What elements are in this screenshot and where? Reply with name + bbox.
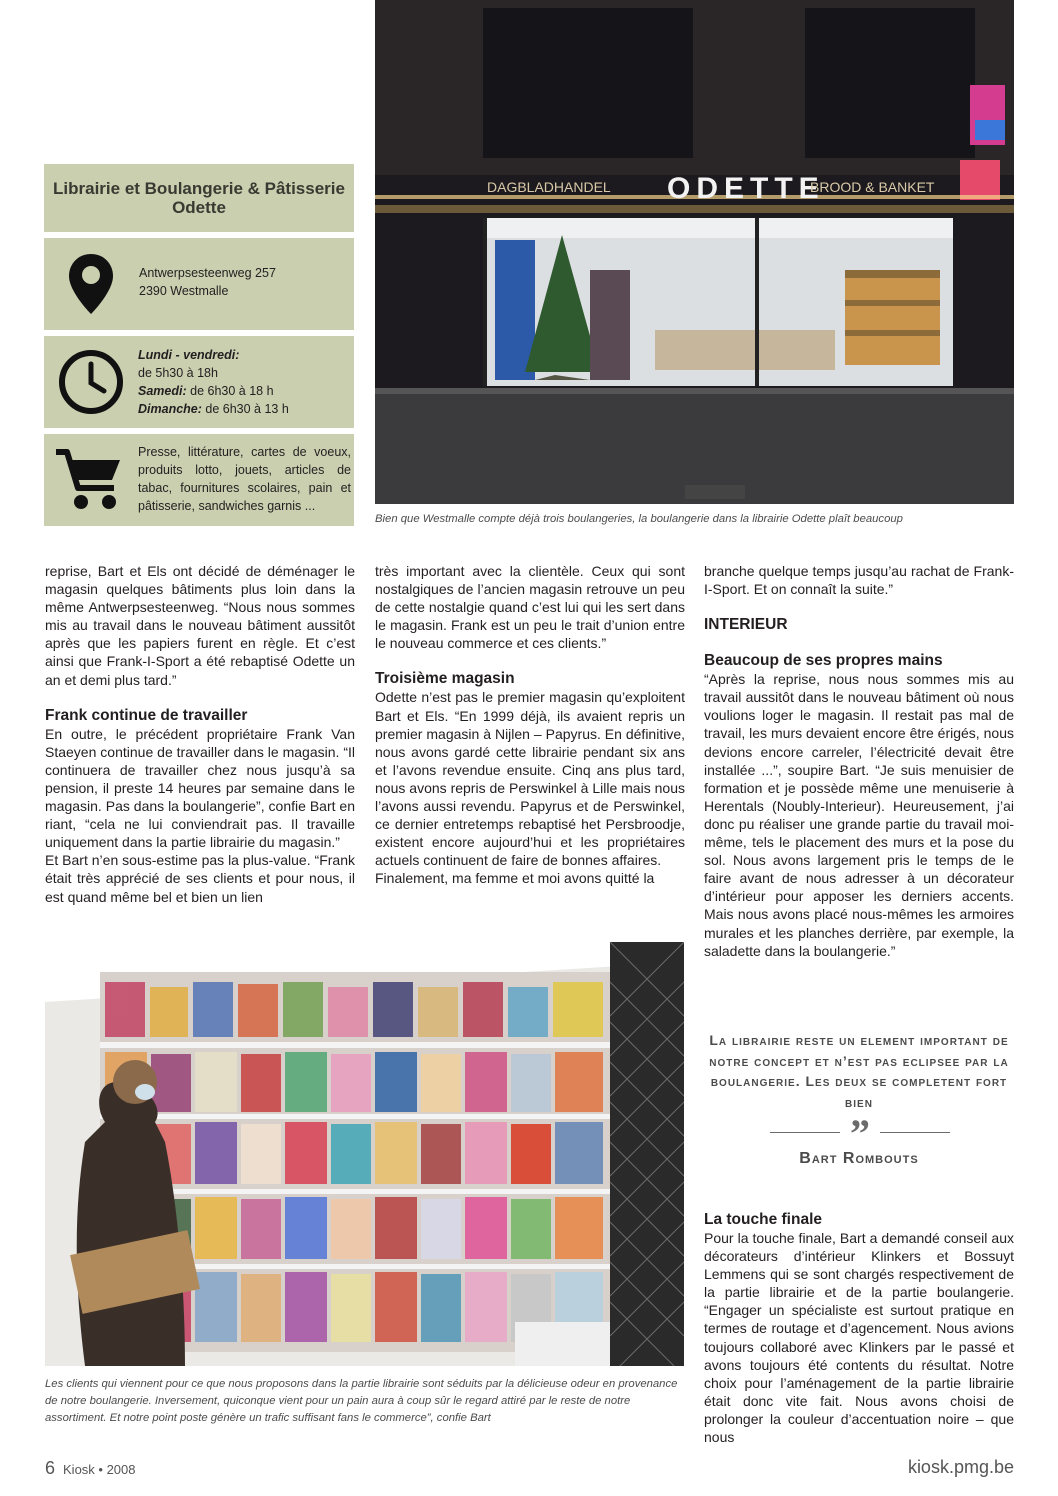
magazine-rack-photo	[45, 942, 684, 1366]
address-line-1: Antwerpsesteenweg 257	[139, 266, 276, 280]
footer-left	[45, 1458, 136, 1479]
pull-quote: La librairie reste un element important de notre concept et n’est pas eclipsee par la boulangerie. Les deux se completent fort bien	[709, 1032, 1009, 1110]
col1-paragraph-3: Et Bart n’en sous-estime pas la plus-value. “Frank était très apprécié de ses clients et pour nous, il est quand même bel et bien un lien	[45, 852, 355, 905]
infobox-title: Librairie et Boulangerie & Pâtisserie Odette	[44, 164, 354, 232]
sign-odette: ODETTE	[667, 172, 825, 205]
address-line-2: 2390 Westmalle	[139, 284, 229, 298]
sign-dagbladhandel: DAGBLADHANDEL	[487, 179, 611, 195]
col2-paragraph-2: Odette n’est pas le premier magasin qu’exploitent Bart et Els. “En 1999 déjà, ils avaient repris un premier magasin à Nijlen – Papyrus. En définitive, nous avons gardé cette librairie pendant six ans et l’avons revendue ensuite. Cinq ans plus tard, nous avons repris de Perswinkel à Lille mais nous l’avons aussi revendu. Papyrus et de Perswinkel, ce dernier entretemps rebaptisé het Persbroodje, existent encore aujourd’hui et les propriétaires actuels continuent de faire de bonnes affaires.	[375, 689, 685, 869]
quote-author: Bart Rombouts	[799, 1150, 919, 1167]
hours-line-2: de 5h30 à 18h	[138, 366, 218, 380]
photo2-caption: Les clients qui viennent pour ce que nous proposons dans la partie librairie sont séduits par la délicieuse odeur en provenance de notre boulangerie. Inversement, quiconque vient pour un pain aura à coup sûr le regard attiré par le reste de notre assortiment. Et notre point poste génère un trafic suffisant fans le commerce”, confie Bart	[45, 1378, 678, 1424]
col2-paragraph-3: Finalement, ma femme et moi avons quitté la	[375, 870, 655, 887]
infobox-hours	[44, 336, 354, 428]
hours-line-3: Samedi: de 6h30 à 18 h	[138, 384, 274, 398]
col1-paragraph-2: En outre, le précédent propriétaire Frank Van Staeyen continue de travailler dans le magasin. “Il continuera de travailler chez nous jusqu’à sa pension, il preste 14 heures par semaine dans le magasin. Pas dans la boulangerie”, confie Bart en riant, “cela ne lui conviendrait pas. Il travaille uniquement dans la partie librairie du magasin.”	[45, 725, 355, 851]
column-3	[704, 562, 1014, 960]
col2-heading: Troisième magasin	[375, 670, 515, 688]
website-link[interactable]: kiosk.pmg.be	[907, 1457, 1014, 1477]
map-pin-icon	[66, 252, 116, 316]
column-1	[45, 562, 355, 906]
column-3-lower	[704, 1211, 1014, 1446]
col3-paragraph-1: branche quelque temps jusqu’au rachat de Frank-I-Sport. Et on connaît la suite.”	[704, 563, 1014, 598]
shopping-cart-icon	[54, 446, 124, 514]
col3-paragraph-2: “Après la reprise, nous nous sommes mis au travail aussitôt dans le nouveau bâtiment où nous voulions loger le magasin. Il restait pas mal de travail, les murs devaient encore être érigés, nous devions encore carreler, l’électricité devait être installée ...”, soupire Bart. “Je suis menuisier de formation et je possède même une menuiserie à Herentals (Noubly-Interieur). Heureusement, j’ai donc pu réaliser une grande partie du travail moi-même, tels le placement des murs et la pose du sol. Nous avons largement pris le temps de le faire avant de nous adresser à un décorateur d’intérieur pour apposer les derniers accents. Mais nous avons placé nous-mêmes les armoires murales et les planches derrière, par exemple, la saladette dans la boulangerie.”	[704, 671, 1014, 959]
infobox-address	[44, 238, 354, 330]
infobox-products	[44, 434, 354, 526]
page-number: 6	[45, 1458, 56, 1478]
products-text: Presse, littérature, cartes de voeux, produits lotto, jouets, articles de tabac, fournitures scolaires, pain et pâtisserie, sandwiches garnis ...	[138, 445, 351, 513]
column-2	[375, 562, 685, 888]
col2-paragraph-1: très important avec la clientèle. Ceux qui sont nostalgiques de l’ancien magasin retrouve un peu de cette nostalgie quand c’est lui qui les sert dans le magasin. Frank est un peu le trait d’union entre le nouveau commerce et ces clients.”	[375, 563, 685, 652]
sign-brood-banket: BROOD & BANKET	[810, 179, 935, 195]
col3-heading: Beaucoup de ses propres mains	[704, 652, 943, 670]
col3-paragraph-3: Pour la touche finale, Bart a demandé conseil aux décorateurs d’intérieur Klinkers et Bossuyt Lemmens qui se sont chargés respectivement de la partie librairie et de la partie boulangerie. “Engager un spécialiste est surtout pratique en termes de routage et d’agencement. Nous avions toujours collaboré avec Klinkers par le passé et avons toujours été contents du résultat. Notre choix pour l’aménagement de la partie librairie était donc vite fait. Nous avons choisi de prolonger la couleur d’accentuation noire – que nous	[704, 1230, 1014, 1446]
col3-heading-2: La touche finale	[704, 1211, 822, 1228]
quote-mark	[770, 1111, 950, 1156]
col3-section-heading: INTERIEUR	[704, 616, 788, 634]
clock-icon	[58, 349, 124, 415]
shop-front-photo	[375, 0, 1014, 504]
photo1-caption: Bien que Westmalle compte déjà trois boulangeries, la boulangerie dans la librairie Odette plaît beaucoup	[375, 513, 903, 525]
quote-glyph: ”	[850, 1111, 870, 1156]
magazine-name: Kiosk • 2008	[63, 1462, 136, 1477]
col1-heading: Frank continue de travailler	[45, 706, 248, 724]
hours-line-1: Lundi - vendredi:	[138, 348, 240, 362]
col1-paragraph-1: reprise, Bart et Els ont décidé de déménager le magasin quelques bâtiments plus loin dans la même Antwerpsesteenweg. “Nous nous sommes mis au travail dans le nouveau bâtiment aussitôt après que les papiers furent en règle. Et c’est ainsi que Frank-I-Sport a été rebaptisé Odette un an et demi plus tard.”	[45, 563, 355, 688]
hours-line-4: Dimanche: de 6h30 à 13 h	[138, 402, 289, 416]
